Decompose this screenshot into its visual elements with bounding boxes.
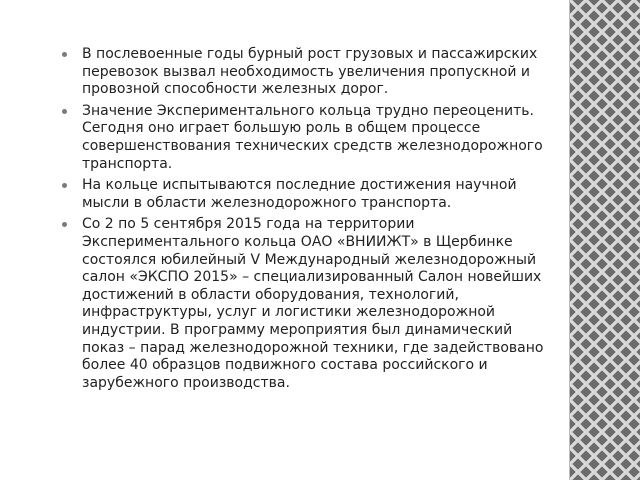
- bullet-text: Со 2 по 5 сентября 2015 года на территории Экспериментального кольца ОАО «ВНИИЖТ» в Щербинке состоялся юбилейный V Международный железнодорожный салон «ЭКСПО 2015» – специализированный Салон новейших достижений в области оборудования, технологий, инфраструктуры, услуг и логистики железнодорожной индустрии. В программу мероприятия был динамический показ – парад железнодорожной техники, где задействовано более 40 образцов подвижного состава российского и зарубежного производства.: [82, 216, 544, 391]
- decorative-pattern-panel: [569, 0, 640, 480]
- bullet-item: [60, 46, 552, 99]
- bullet-list: [60, 46, 552, 392]
- bullet-text: Значение Экспериментального кольца трудно переоценить. Сегодня оно играет большую роль в общем процессе совершенствования технических средств железнодорожного транспорта.: [82, 102, 543, 172]
- bullet-dot-icon: [62, 109, 67, 114]
- bullet-dot-icon: [62, 183, 67, 188]
- bullet-item: [60, 103, 552, 173]
- bullet-text: На кольце испытываются последние достижения научной мысли в области железнодорожного транспорта.: [82, 177, 517, 211]
- bullet-dot-icon: [62, 222, 67, 227]
- bullet-dot-icon: [62, 52, 67, 57]
- bullet-item: [60, 177, 552, 212]
- bullet-item: [60, 216, 552, 392]
- slide-content: [60, 46, 552, 396]
- bullet-text: В послевоенные годы бурный рост грузовых и пассажирских перевозок вызвал необходимость увеличения пропускной и провозной способности железных дорог.: [82, 46, 538, 98]
